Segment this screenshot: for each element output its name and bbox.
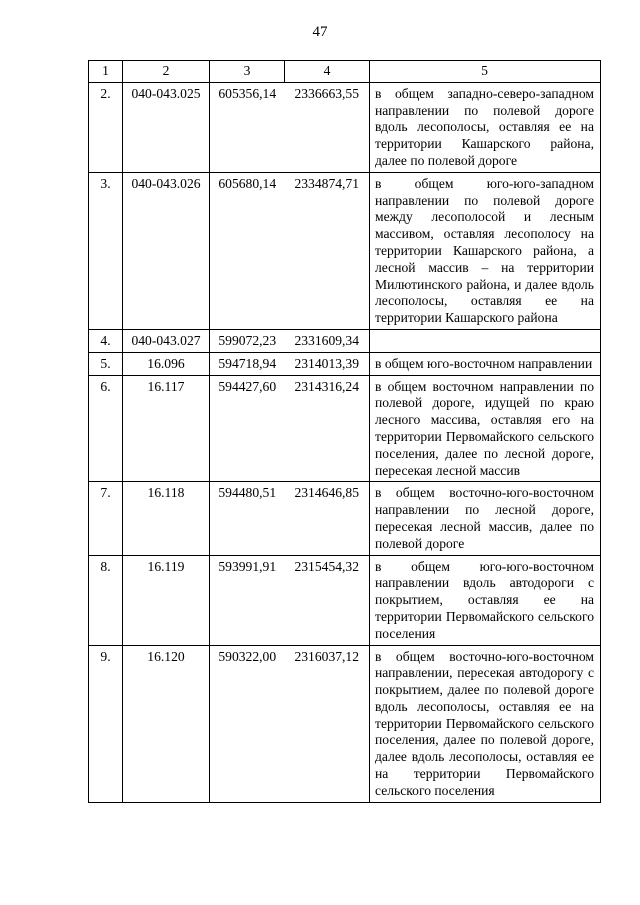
- coordinate-x: 599072,23: [210, 329, 285, 352]
- coordinate-x: 593991,91: [210, 555, 285, 645]
- coordinate-x: 590322,00: [210, 645, 285, 802]
- coordinate-y: 2314646,85: [285, 482, 370, 555]
- table-header-row: [89, 61, 601, 83]
- point-code: 16.096: [123, 352, 210, 375]
- direction-description: в общем восточно-юго-восточном направлении по лесной дороге, пересекая лесной массив, далее по полевой дороге: [370, 482, 601, 555]
- boundary-table: [88, 60, 601, 803]
- table-body: [89, 61, 601, 803]
- table-row: [89, 172, 601, 329]
- direction-description: в общем юго-восточном направлении: [370, 352, 601, 375]
- row-number: 6.: [89, 375, 123, 482]
- table-row: [89, 482, 601, 555]
- column-header-4: 4: [285, 61, 370, 83]
- coordinate-x: 594718,94: [210, 352, 285, 375]
- table-row: [89, 82, 601, 172]
- column-header-3: 3: [210, 61, 285, 83]
- coordinate-x: 605356,14: [210, 82, 285, 172]
- coordinate-y: 2331609,34: [285, 329, 370, 352]
- table-row: [89, 352, 601, 375]
- direction-description: в общем восточно-юго-восточном направлении, пересекая автодорогу с покрытием, далее по полевой дороге вдоль лесополосы, оставляя ее на территории Первомайского сельского поселения, далее по полевой дороге, далее вдоль лесополосы, оставляя ее на территории Первомайского сельского поселения: [370, 645, 601, 802]
- direction-description: в общем восточном направлении по полевой дороге, идущей по краю лесного массива, оставляя его на территории Первомайского сельского поселения, далее по лесной дороге, пересекая лесной массив: [370, 375, 601, 482]
- table-row: [89, 375, 601, 482]
- point-code: 040-043.027: [123, 329, 210, 352]
- column-header-2: 2: [123, 61, 210, 83]
- coordinate-y: 2316037,12: [285, 645, 370, 802]
- coordinate-y: 2314316,24: [285, 375, 370, 482]
- page-number: 47: [312, 24, 328, 40]
- point-code: 040-043.025: [123, 82, 210, 172]
- coordinate-y: 2334874,71: [285, 172, 370, 329]
- row-number: 9.: [89, 645, 123, 802]
- coordinate-x: 594480,51: [210, 482, 285, 555]
- direction-description: в общем юго-юго-западном направлении по полевой дороге между лесополосой и лесным массивом, оставляя лесополосу на территории Кашарского района, а лесной массив – на территории Милютинского района, и далее вдоль лесополосы, оставляя ее на территории Кашарского района: [370, 172, 601, 329]
- point-code: 16.117: [123, 375, 210, 482]
- coordinate-y: 2315454,32: [285, 555, 370, 645]
- point-code: 16.118: [123, 482, 210, 555]
- direction-description: в общем западно-северо-западном направлении по полевой дороге вдоль лесополосы, оставляя ее на территории Кашарского района, далее по полевой дороге: [370, 82, 601, 172]
- table-row: [89, 555, 601, 645]
- coordinate-y: 2336663,55: [285, 82, 370, 172]
- row-number: 8.: [89, 555, 123, 645]
- row-number: 5.: [89, 352, 123, 375]
- point-code: 040-043.026: [123, 172, 210, 329]
- column-header-1: 1: [89, 61, 123, 83]
- table-row: [89, 329, 601, 352]
- point-code: 16.119: [123, 555, 210, 645]
- row-number: 2.: [89, 82, 123, 172]
- row-number: 3.: [89, 172, 123, 329]
- direction-description: [370, 329, 601, 352]
- coordinate-x: 594427,60: [210, 375, 285, 482]
- row-number: 4.: [89, 329, 123, 352]
- direction-description: в общем юго-юго-восточном направлении вдоль автодороги с покрытием, оставляя ее на территории Первомайского сельского поселения: [370, 555, 601, 645]
- point-code: 16.120: [123, 645, 210, 802]
- coordinate-x: 605680,14: [210, 172, 285, 329]
- coordinate-y: 2314013,39: [285, 352, 370, 375]
- column-header-5: 5: [370, 61, 601, 83]
- table-row: [89, 645, 601, 802]
- row-number: 7.: [89, 482, 123, 555]
